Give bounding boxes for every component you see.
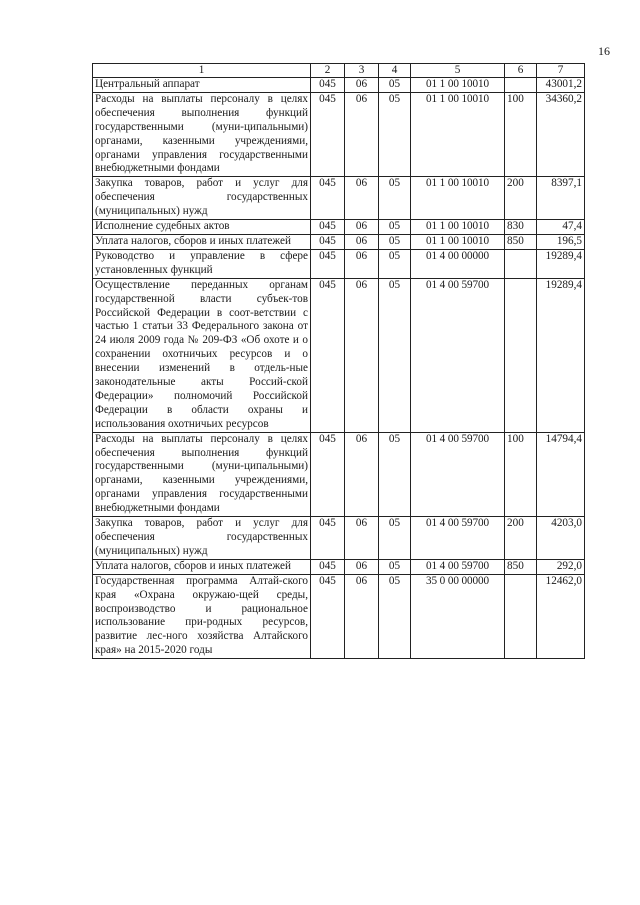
row-amount-cell: 292,0 <box>537 559 585 574</box>
row-code-cell: 045 <box>311 432 345 516</box>
row-section-cell: 06 <box>345 278 379 432</box>
row-expense-type-cell: 200 <box>505 517 537 560</box>
row-amount-cell: 19289,4 <box>537 278 585 432</box>
row-subsection-cell: 05 <box>379 517 411 560</box>
row-amount-cell: 8397,1 <box>537 177 585 220</box>
row-target-article-cell: 01 4 00 59700 <box>411 432 505 516</box>
row-target-article-cell: 35 0 00 00000 <box>411 574 505 658</box>
row-subsection-cell: 05 <box>379 559 411 574</box>
row-section-cell: 06 <box>345 249 379 278</box>
table-row <box>93 220 585 235</box>
row-amount-cell: 4203,0 <box>537 517 585 560</box>
row-code-cell: 045 <box>311 517 345 560</box>
row-name-cell: Исполнение судебных актов <box>93 220 311 235</box>
header-cell: 5 <box>411 64 505 78</box>
row-expense-type-cell: 830 <box>505 220 537 235</box>
table-row <box>93 278 585 432</box>
row-section-cell: 06 <box>345 574 379 658</box>
row-code-cell: 045 <box>311 92 345 176</box>
row-section-cell: 06 <box>345 234 379 249</box>
row-target-article-cell: 01 1 00 10010 <box>411 177 505 220</box>
header-cell: 6 <box>505 64 537 78</box>
row-expense-type-cell <box>505 249 537 278</box>
row-name-cell: Уплата налогов, сборов и иных платежей <box>93 559 311 574</box>
row-amount-cell: 196,5 <box>537 234 585 249</box>
row-section-cell: 06 <box>345 78 379 93</box>
row-section-cell: 06 <box>345 220 379 235</box>
row-name-cell: Закупка товаров, работ и услуг для обеспечения государственных (муниципальных) нужд <box>93 517 311 560</box>
row-expense-type-cell: 850 <box>505 559 537 574</box>
row-target-article-cell: 01 4 00 59700 <box>411 559 505 574</box>
row-amount-cell: 47,4 <box>537 220 585 235</box>
budget-table <box>92 63 585 659</box>
row-name-cell: Уплата налогов, сборов и иных платежей <box>93 234 311 249</box>
row-name-cell: Руководство и управление в сфере установленных функций <box>93 249 311 278</box>
row-name-cell: Расходы на выплаты персоналу в целях обеспечения выполнения функций государственными (муни-ципальными) органами, казенными учреждениями, органами управления государственными внебюджетными фондами <box>93 432 311 516</box>
row-section-cell: 06 <box>345 559 379 574</box>
row-target-article-cell: 01 1 00 10010 <box>411 234 505 249</box>
table-row <box>93 177 585 220</box>
row-amount-cell: 19289,4 <box>537 249 585 278</box>
row-subsection-cell: 05 <box>379 177 411 220</box>
row-expense-type-cell <box>505 574 537 658</box>
page-number: 16 <box>598 44 610 58</box>
header-cell: 3 <box>345 64 379 78</box>
table-row <box>93 517 585 560</box>
header-cell: 7 <box>537 64 585 78</box>
row-code-cell: 045 <box>311 177 345 220</box>
row-code-cell: 045 <box>311 249 345 278</box>
row-code-cell: 045 <box>311 220 345 235</box>
table-row <box>93 574 585 658</box>
row-name-cell: Закупка товаров, работ и услуг для обеспечения государственных (муниципальных) нужд <box>93 177 311 220</box>
row-subsection-cell: 05 <box>379 78 411 93</box>
row-amount-cell: 14794,4 <box>537 432 585 516</box>
table-row <box>93 92 585 176</box>
table-row <box>93 559 585 574</box>
row-target-article-cell: 01 4 00 00000 <box>411 249 505 278</box>
row-subsection-cell: 05 <box>379 234 411 249</box>
row-expense-type-cell: 100 <box>505 432 537 516</box>
row-subsection-cell: 05 <box>379 220 411 235</box>
row-amount-cell: 12462,0 <box>537 574 585 658</box>
row-section-cell: 06 <box>345 432 379 516</box>
row-expense-type-cell: 100 <box>505 92 537 176</box>
row-subsection-cell: 05 <box>379 432 411 516</box>
row-expense-type-cell: 200 <box>505 177 537 220</box>
row-code-cell: 045 <box>311 559 345 574</box>
row-expense-type-cell <box>505 78 537 93</box>
row-target-article-cell: 01 1 00 10010 <box>411 78 505 93</box>
row-amount-cell: 43001,2 <box>537 78 585 93</box>
row-name-cell: Осуществление переданных органам государственной власти субъек-тов Российской Федерации в соот-ветствии с частью 1 статьи 33 Федерального закона от 24 июля 2009 года № 209-ФЗ «Об охоте и о сохранении охотничьих ресурсов и о внесении изменений в отдель-ные законодательные акты Россий-ской Федерации» полномочий Российской Федерации в области охраны и использования охотничьих ресурсов <box>93 278 311 432</box>
row-code-cell: 045 <box>311 574 345 658</box>
table-row <box>93 432 585 516</box>
row-code-cell: 045 <box>311 278 345 432</box>
row-expense-type-cell <box>505 278 537 432</box>
row-target-article-cell: 01 4 00 59700 <box>411 278 505 432</box>
table-row <box>93 249 585 278</box>
row-name-cell: Государственная программа Алтай-ского края «Охрана окружаю-щей среды, воспроизводство и рациональное использование при-родных ресурсов, развитие лес-ного хозяйства Алтайского края» на 2015-2020 годы <box>93 574 311 658</box>
row-subsection-cell: 05 <box>379 249 411 278</box>
header-cell: 1 <box>93 64 311 78</box>
table-row <box>93 78 585 93</box>
row-subsection-cell: 05 <box>379 574 411 658</box>
row-section-cell: 06 <box>345 177 379 220</box>
table-row <box>93 234 585 249</box>
row-name-cell: Расходы на выплаты персоналу в целях обеспечения выполнения функций государственными (муни-ципальными) органами, казенными учреждениями, органами управления государственными внебюджетными фондами <box>93 92 311 176</box>
row-expense-type-cell: 850 <box>505 234 537 249</box>
header-cell: 2 <box>311 64 345 78</box>
row-subsection-cell: 05 <box>379 278 411 432</box>
row-name-cell: Центральный аппарат <box>93 78 311 93</box>
row-section-cell: 06 <box>345 92 379 176</box>
table-header-row <box>93 64 585 78</box>
row-target-article-cell: 01 1 00 10010 <box>411 220 505 235</box>
row-target-article-cell: 01 1 00 10010 <box>411 92 505 176</box>
row-amount-cell: 34360,2 <box>537 92 585 176</box>
row-code-cell: 045 <box>311 78 345 93</box>
row-code-cell: 045 <box>311 234 345 249</box>
row-target-article-cell: 01 4 00 59700 <box>411 517 505 560</box>
row-section-cell: 06 <box>345 517 379 560</box>
row-subsection-cell: 05 <box>379 92 411 176</box>
header-cell: 4 <box>379 64 411 78</box>
